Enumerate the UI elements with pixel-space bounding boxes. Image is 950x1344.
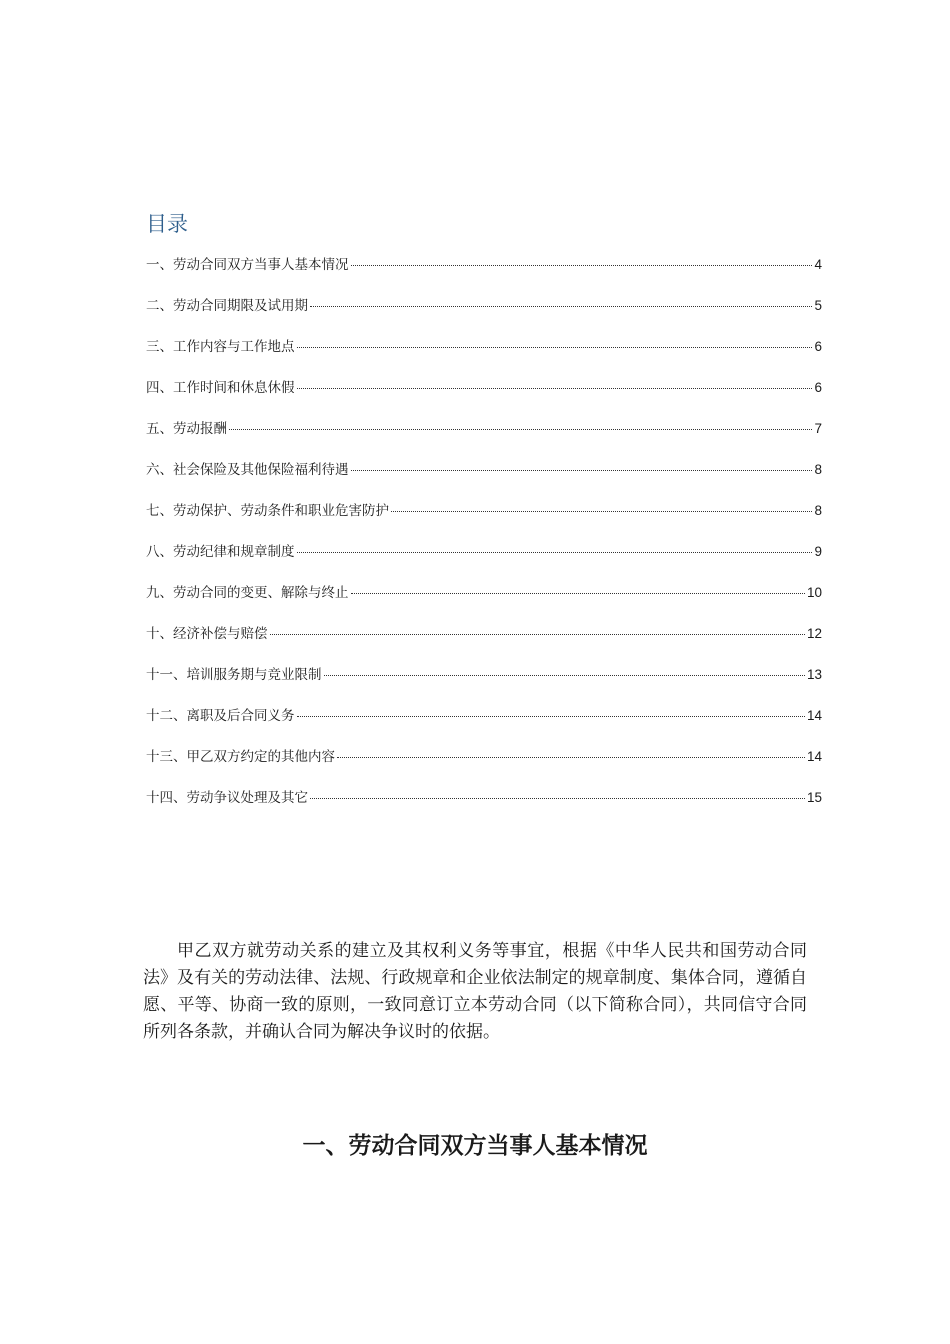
- toc-entry-page: 14: [806, 749, 822, 764]
- toc-entry-label: 十、经济补偿与赔偿: [146, 626, 268, 642]
- toc-leader-dots: [297, 388, 813, 389]
- toc-entry-label: 十四、劳动争议处理及其它: [146, 790, 308, 806]
- toc-entry[interactable]: [146, 745, 822, 786]
- toc-entry[interactable]: [146, 704, 822, 745]
- toc-entry-label: 二、劳动合同期限及试用期: [146, 298, 308, 314]
- toc-entry[interactable]: [146, 499, 822, 540]
- toc-leader-dots: [351, 470, 813, 471]
- toc-entry-label: 十二、离职及后合同义务: [146, 708, 295, 724]
- toc-entry-page: 7: [814, 421, 822, 436]
- toc-leader-dots: [310, 798, 805, 799]
- toc-entry[interactable]: [146, 294, 822, 335]
- toc-entry[interactable]: [146, 663, 822, 704]
- toc-entry-page: 5: [814, 298, 822, 313]
- toc-entry-label: 十三、甲乙双方约定的其他内容: [146, 749, 335, 765]
- toc-entry[interactable]: [146, 786, 822, 827]
- toc-leader-dots: [297, 552, 813, 553]
- toc-leader-dots: [351, 593, 805, 594]
- table-of-contents: [146, 253, 822, 827]
- toc-entry-label: 七、劳动保护、劳动条件和职业危害防护: [146, 503, 389, 519]
- toc-entry[interactable]: [146, 253, 822, 294]
- toc-entry-label: 五、劳动报酬: [146, 421, 227, 437]
- toc-entry-page: 9: [814, 544, 822, 559]
- toc-leader-dots: [229, 429, 812, 430]
- toc-entry[interactable]: [146, 376, 822, 417]
- toc-entry-page: 10: [806, 585, 822, 600]
- toc-entry-page: 14: [806, 708, 822, 723]
- toc-entry-label: 八、劳动纪律和规章制度: [146, 544, 295, 560]
- toc-heading: 目录: [146, 212, 188, 236]
- toc-entry-label: 六、社会保险及其他保险福利待遇: [146, 462, 349, 478]
- toc-entry[interactable]: [146, 540, 822, 581]
- toc-entry-page: 4: [814, 257, 822, 272]
- preamble-paragraph: 甲乙双方就劳动关系的建立及其权利义务等事宜，根据《中华人民共和国劳动合同法》及有关的劳动法律、法规、行政规章和企业依法制定的规章制度、集体合同，遵循自愿、平等、协商一致的原则，一致同意订立本劳动合同（以下简称合同），共同信守合同所列各条款，并确认合同为解决争议时的依据。: [143, 941, 807, 1042]
- toc-leader-dots: [297, 347, 813, 348]
- toc-entry[interactable]: [146, 622, 822, 663]
- toc-entry-label: 四、工作时间和休息休假: [146, 380, 295, 396]
- toc-entry-page: 12: [806, 626, 822, 641]
- toc-entry[interactable]: [146, 458, 822, 499]
- toc-leader-dots: [297, 716, 805, 717]
- toc-leader-dots: [337, 757, 805, 758]
- toc-leader-dots: [324, 675, 805, 676]
- toc-leader-dots: [270, 634, 805, 635]
- toc-entry-page: 6: [814, 339, 822, 354]
- toc-entry-label: 十一、培训服务期与竞业限制: [146, 667, 322, 683]
- toc-entry-page: 13: [806, 667, 822, 682]
- section-title: 一、劳动合同双方当事人基本情况: [302, 1133, 648, 1159]
- toc-leader-dots: [351, 265, 813, 266]
- toc-entry-page: 8: [814, 503, 822, 518]
- toc-entry[interactable]: [146, 417, 822, 458]
- toc-entry[interactable]: [146, 581, 822, 622]
- toc-leader-dots: [391, 511, 812, 512]
- toc-entry-label: 九、劳动合同的变更、解除与终止: [146, 585, 349, 601]
- toc-entry-page: 15: [806, 790, 822, 805]
- toc-entry-page: 8: [814, 462, 822, 477]
- toc-entry[interactable]: [146, 335, 822, 376]
- toc-entry-page: 6: [814, 380, 822, 395]
- toc-entry-label: 三、工作内容与工作地点: [146, 339, 295, 355]
- toc-leader-dots: [310, 306, 812, 307]
- toc-entry-label: 一、劳动合同双方当事人基本情况: [146, 257, 349, 273]
